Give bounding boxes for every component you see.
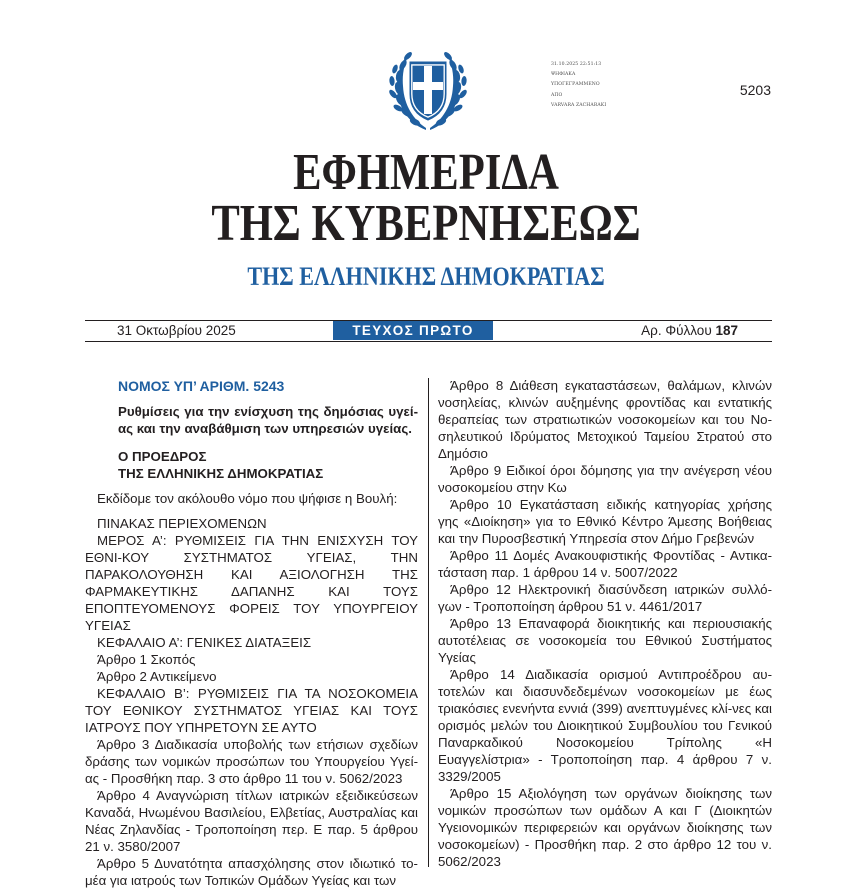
issue-sheet-number bbox=[560, 322, 738, 339]
toc-article-2: Άρθρο 2 Αντικείμενο bbox=[97, 669, 217, 684]
toc-article-1: Άρθρο 1 Σκοπός bbox=[97, 652, 196, 667]
toc-article-3: Άρθρο 3 Διαδικασία υποβολής των ετήσιων σχεδίων δράσης των νομικών προσώπων του Υπουργείου Υγεί-ας - Προσθήκη παρ. 3 στο άρθρο 11 του ν. 5062/2023 bbox=[85, 737, 418, 786]
intro-paragraph: Εκδίδομε τον ακόλουθο νόμο που ψήφισε η Βουλή: bbox=[97, 491, 398, 506]
gazette-subtitle: ΤΗΣ ΕΛΛΗΝΙΚΗΣ ΔΗΜΟΚΡΑΤΙΑΣ bbox=[247, 262, 605, 291]
toc-article-11: Άρθρο 11 Δομές Ανακουφιστικής Φροντίδας - Αντικα-τάσταση παρ. 1 άρθρου 14 ν. 5007/2022 bbox=[438, 548, 772, 580]
toc-chapter-a: ΚΕΦΑΛΑΙΟ Α’: ΓΕΝΙΚΕΣ ΔΙΑΤΑΞΕΙΣ bbox=[97, 635, 312, 650]
toc-article-15: Άρθρο 15 Αξιολόγηση των οργάνων διοίκησης των νομικών προσώπων των ομάδων Α και Γ (Διοικητών Υγειονομικών περιφερειών και οργάνων διοίκησης των νοσοκομείων) - Προσθήκη παρ. 2 στο άρθρο 12 του ν. 5062/2023 bbox=[438, 786, 772, 869]
toc-article-5: Άρθρο 5 Δυνατότητα απασχόλησης στον ιδιωτικό το-μέα για ιατρούς των Τοπικών Ομάδων Υγείας και των bbox=[85, 856, 418, 888]
toc-article-8: Άρθρο 8 Διάθεση εγκαταστάσεων, θαλάμων, κλινών νοσηλείας, κλινών αυξημένης φροντίδας και εντατικής θεραπείας των στρατιωτικών νοσοκομείων και του Νο-σηλευτικού Ιδρύματος Μετοχικού Ταμείου Στρατού στο Δημόσιο bbox=[438, 378, 772, 461]
toc-article-13: Άρθρο 13 Επαναφορά διοικητικής και περιουσιακής αυτοτέλειας σε νοσοκομεία του Εθνικού Συστήματος Υγείας bbox=[438, 616, 772, 665]
page-number: 5203 bbox=[739, 82, 771, 98]
digital-signature-stamp bbox=[551, 60, 671, 111]
issue-date: 31 Οκτωβρίου 2025 bbox=[117, 323, 236, 338]
signature-line-3: ΥΠΟΓΕΓΡΑΜΜΕΝΟ bbox=[551, 82, 600, 88]
law-subject: Ρυθμίσεις για την ενίσχυση της δημόσιας υγεί-ας και την αναβάθμιση των υπηρεσιών υγείας. bbox=[118, 404, 418, 436]
gazette-title-line-1: ΕΦΗΜΕΡΙΔΑ bbox=[293, 144, 559, 201]
gazette-title-line-2: ΤΗΣ ΚΥΒΕΡΝΗΣΕΩΣ bbox=[211, 195, 641, 252]
toc-part-a: ΜΕΡΟΣ Α’: ΡΥΘΜΙΣΕΙΣ ΓΙΑ ΤΗΝ ΕΝΙΣΧΥΣΗ ΤΟΥ ΕΘΝΙ-ΚΟΥ ΣΥΣΤΗΜΑΤΟΣ ΥΓΕΙΑΣ, ΤΗΝ ΠΑΡΑΚΟΛΟΥΘΗΣΗ ΚΑΙ ΑΞΙΟΛΟΓΗΣΗ ΤΗΣ ΦΑΡΜΑΚΕΥΤΙΚΗΣ ΔΑΠΑΝΗΣ ΚΑΙ ΤΟΥΣ ΕΠΟΠΤΕΥΟΜΕΝΟΥΣ ΦΟΡΕΙΣ ΤΟΥ ΥΠΟΥΡΓΕΙΟΥ ΥΓΕΙΑΣ bbox=[85, 533, 418, 633]
toc-article-10: Άρθρο 10 Εγκατάσταση ειδικής κατηγορίας χρήσης γης «Διοίκηση» για το Εθνικό Κέντρο Άμεσης Βοήθειας και την Πυροσβεστική Υπηρεσία στον Δήμο Γρεβενών bbox=[438, 497, 772, 546]
left-column-text bbox=[85, 490, 418, 889]
signature-line-4: ΑΠΟ bbox=[551, 92, 563, 98]
signature-timestamp: 31.10.2025 22:51:13 bbox=[551, 62, 602, 67]
toc-article-9: Άρθρο 9 Ειδικοί όροι δόμησης για την ανέγερση νέου νοσοκομείου στην Κω bbox=[438, 463, 772, 495]
sheet-number: 187 bbox=[715, 323, 738, 338]
president-heading bbox=[118, 448, 323, 482]
signature-line-2: ΨΗΦΙΑΚΑ bbox=[551, 72, 576, 78]
signature-signer: VARVARA ZACHARAKI bbox=[551, 102, 607, 108]
greek-coat-of-arms-emblem bbox=[388, 44, 468, 134]
toc-heading: ΠΙΝΑΚΑΣ ΠΕΡΙΕΧΟΜΕΝΩΝ bbox=[97, 516, 267, 531]
president-line-2: ΤΗΣ ΕΛΛΗΝΙΚΗΣ ΔΗΜΟΚΡΑΤΙΑΣ bbox=[118, 466, 324, 481]
toc-article-12: Άρθρο 12 Ηλεκτρονική διασύνδεση ιατρικών συλλό-γων - Τροποποίηση άρθρου 51 ν. 4461/2017 bbox=[438, 582, 772, 614]
right-column-text bbox=[438, 377, 772, 870]
column-divider bbox=[428, 378, 429, 867]
toc-article-14: Άρθρο 14 Διαδικασία ορισμού Αντιπροέδρου αυ-τοτελών και διασυνδεδεμένων νοσοκομείων με έως τριακόσιες ενενήντα εννιά (399) ανεπτυγμένες κλί-νες και ορισμός μελών του Διοικητικού Συμβουλίου του Γενικού Παναρκαδικού Νοσοκομείου Τρίπολης «Η Ευαγγελίστρια» - Τροποποίηση παρ. 4 άρθρου 7 ν. 3329/2005 bbox=[438, 667, 772, 784]
toc-article-4: Άρθρο 4 Αναγνώριση τίτλων ιατρικών εξειδικεύσεων Καναδά, Ηνωμένου Βασιλείου, Ελβετίας, Αυστραλίας και Νέας Ζηλανδίας - Τροποποίηση περ. Ε παρ. 5 άρθρου 21 ν. 3580/2007 bbox=[85, 788, 418, 854]
toc-chapter-b: ΚΕΦΑΛΑΙΟ Β’: ΡΥΘΜΙΣΕΙΣ ΓΙΑ ΤΑ ΝΟΣΟΚΟΜΕΙΑ ΤΟΥ ΕΘΝΙΚΟΥ ΣΥΣΤΗΜΑΤΟΣ ΥΓΕΙΑΣ ΚΑΙ ΤΟΥΣ ΙΑΤΡΟΥΣ ΠΟΥ ΥΠΗΡΕΤΟΥΝ ΣΕ ΑΥΤΟ bbox=[85, 686, 418, 735]
president-line-1: Ο ΠΡΟΕΔΡΟΣ bbox=[118, 449, 207, 464]
law-title: ΝΟΜΟΣ ΥΠ’ ΑΡΙΘΜ. 5243 bbox=[118, 378, 285, 394]
issue-series-badge: ΤΕΥΧΟΣ ΠΡΩΤΟ bbox=[333, 321, 493, 340]
sheet-label: Αρ. Φύλλου bbox=[641, 323, 712, 338]
